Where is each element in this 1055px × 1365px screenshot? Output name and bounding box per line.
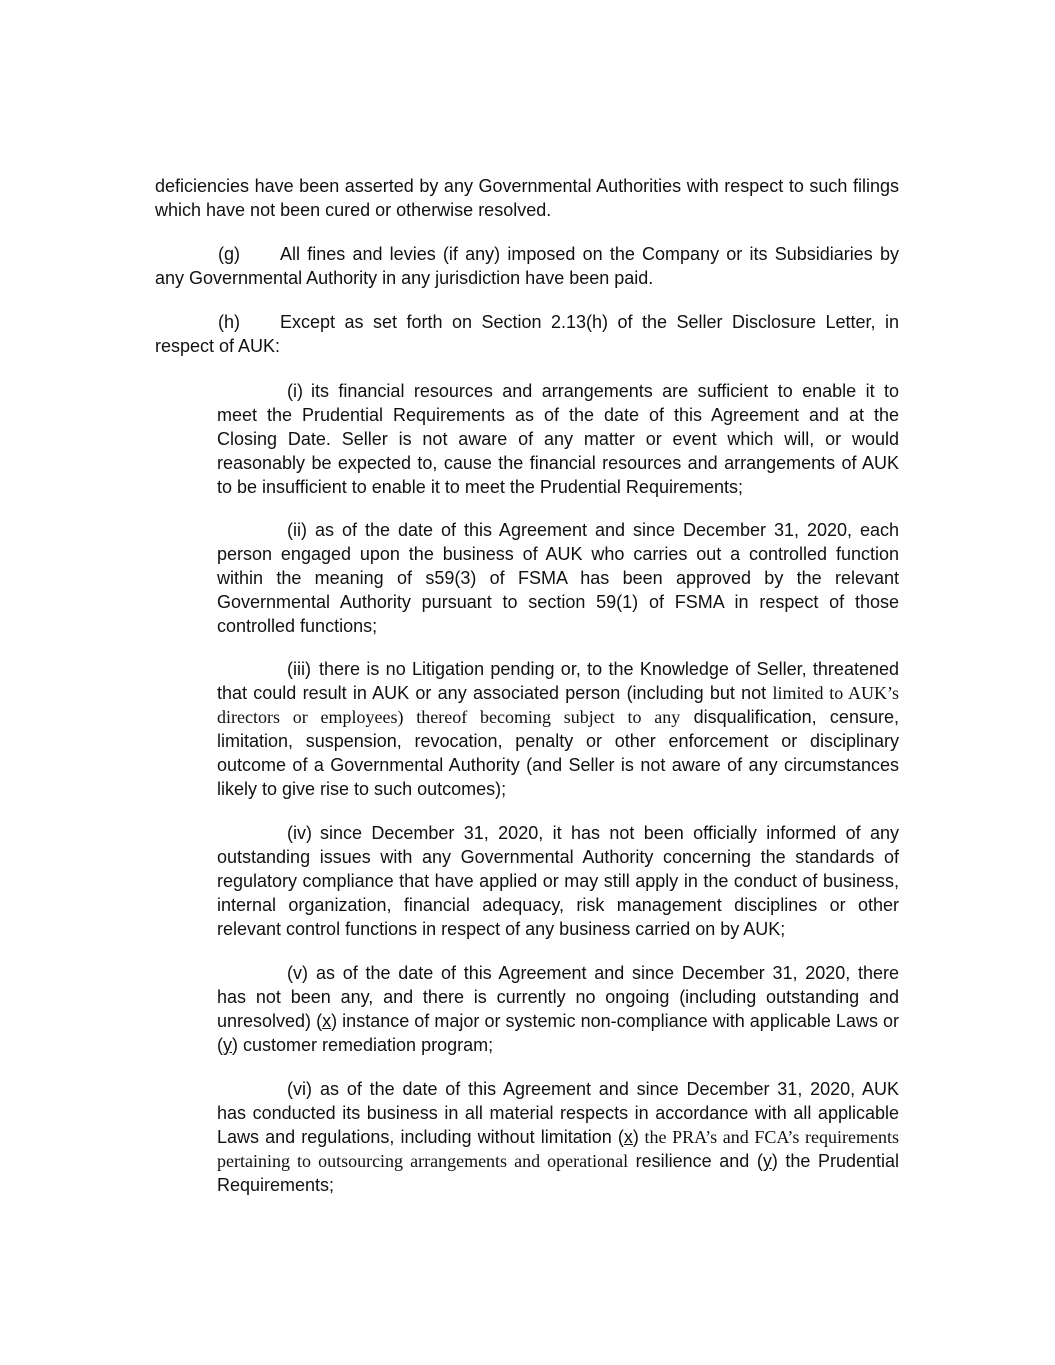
item-vi-text-c: resilience and ( (628, 1151, 763, 1171)
item-v (217, 961, 899, 1057)
item-iv (217, 821, 899, 941)
item-i (217, 379, 899, 499)
item-v-marker: (v) (287, 963, 308, 983)
item-vi-marker: (vi) (287, 1079, 312, 1099)
item-iii-text-b: limited to AUK’s directors or employees) thereof becoming subject to any (217, 683, 899, 727)
clause-h-marker: (h) (218, 312, 240, 332)
item-v-text-c: ) customer remediation program; (232, 1035, 494, 1055)
clause-g (155, 242, 899, 290)
clause-h (155, 310, 899, 358)
item-ii-marker: (ii) (287, 520, 307, 540)
item-vi-y-label: y (762, 1151, 772, 1171)
continuation-paragraph: deficiencies have been asserted by any Governmental Authorities with respect to such filings which have not been cured or otherwise resolved. (155, 176, 899, 220)
item-vi-text-d: ) the Prudential Requirements; (217, 1151, 899, 1195)
item-v-text-b: ) instance of major or systemic non-compliance with applicable Laws or ( (217, 1011, 900, 1055)
item-vi (217, 1077, 899, 1197)
item-i-marker: (i) (287, 381, 303, 401)
clause-g-text: All fines and levies (if any) imposed on the Company or its Subsidiaries by any Governmental Authority in any jurisdiction have been paid. (155, 244, 899, 288)
clause-g-marker: (g) (218, 244, 240, 264)
item-vi-text-b: ) (632, 1127, 639, 1147)
item-vi-x-label: x (623, 1127, 633, 1147)
item-v-text-a: as of the date of this Agreement and since December 31, 2020, there has not been any, and there is currently no ongoing (including outstanding and unresolved) ( (217, 963, 899, 1031)
clause-h-text: Except as set forth on Section 2.13(h) of the Seller Disclosure Letter, in respect of AUK: (155, 312, 899, 356)
item-vi-text-serif: the PRA’s and FCA’s requirements pertaining to outsourcing arrangements and operational (217, 1127, 900, 1171)
item-iii-text-c: disqualification, censure, limitation, suspension, revocation, penalty or other enforcement or disciplinary outcome of a Governmental Authority (and Seller is not aware of any circumstances likely to give rise to such outcomes); (217, 707, 899, 799)
item-iii-marker: (iii) (287, 659, 311, 679)
item-iii (217, 657, 899, 801)
item-ii (217, 518, 899, 638)
item-v-y-label: y (223, 1035, 232, 1055)
item-iv-text: since December 31, 2020, it has not been officially informed of any outstanding issues with any Governmental Authority concerning the standards of regulatory compliance that have applied or may still apply in the conduct of business, internal organization, financial adequacy, risk management disciplines or other relevant control functions in respect of any business carried on by AUK; (217, 823, 899, 939)
item-vi-text-a: as of the date of this Agreement and since December 31, 2020, AUK has conducted its business in all material respects in accordance with all applicable Laws and regulations, including without limitation ( (217, 1079, 899, 1147)
item-iv-marker: (iv) (287, 823, 312, 843)
item-iii-text-a: there is no Litigation pending or, to the Knowledge of Seller, threatened that could result in AUK or any associated person (including but not (217, 659, 899, 703)
item-i-text: its financial resources and arrangements are sufficient to enable it to meet the Prudential Requirements as of the date of this Agreement and at the Closing Date. Seller is not aware of any matter or event which will, or would reasonably be expected to, cause the financial resources and arrangements of AUK to be insufficient to enable it to meet the Prudential Requirements; (217, 381, 899, 497)
item-ii-text: as of the date of this Agreement and since December 31, 2020, each person engaged upon the business of AUK who carries out a controlled function within the meaning of s59(3) of FSMA has been approved by the relevant Governmental Authority pursuant to section 59(1) of FSMA in respect of those controlled functions; (217, 520, 899, 636)
item-v-x-label: x (322, 1011, 332, 1031)
